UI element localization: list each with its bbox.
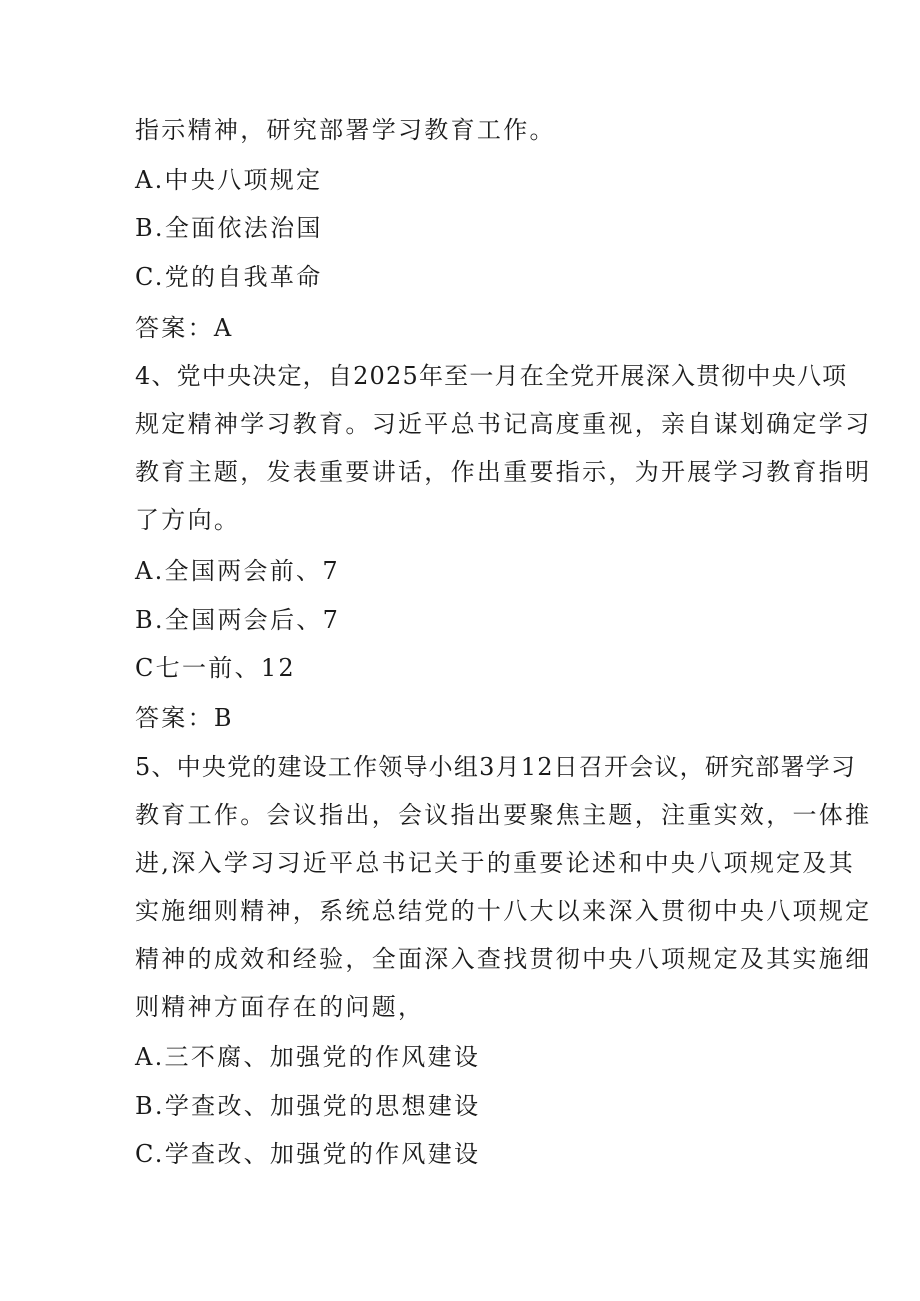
option-c: C七一前、12 [135, 654, 297, 682]
option-c: C.党的自我革命 [135, 263, 323, 291]
question-5-line: 进,深入学习习近平总书记关于的重要论述和中央八项规定及其 [135, 849, 856, 877]
question-4-line: 教育主题，发表重要讲话，作出重要指示，为开展学习教育指明 [135, 458, 872, 486]
option-b: B.学查改、加强党的思想建设 [135, 1092, 481, 1120]
option-b: B.全国两会后、7 [135, 606, 341, 634]
answer-line: 答案：A [135, 314, 234, 342]
question-5-line: 教育工作。会议指出，会议指出要聚焦主题，注重实效，一体推 [135, 801, 872, 829]
option-a: A.中央八项规定 [135, 166, 323, 194]
option-a: A.全国两会前、7 [135, 557, 340, 585]
option-b: B.全面依法治国 [135, 214, 323, 242]
text-line: 指示精神，研究部署学习教育工作。 [135, 116, 556, 144]
question-5-line: 5、中央党的建设工作领导小组3月12日召开会议，研究部署学习 [135, 753, 857, 781]
answer-line: 答案：B [135, 704, 234, 732]
question-4-line: 了方向。 [135, 506, 241, 534]
question-5-line: 实施细则精神，系统总结党的十八大以来深入贯彻中央八项规定 [135, 897, 872, 925]
question-5-line: 精神的成效和经验，全面深入查找贯彻中央八项规定及其实施细 [135, 945, 872, 973]
option-a: A.三不腐、加强党的作风建设 [135, 1043, 481, 1071]
question-4-line: 规定精神学习教育。习近平总书记高度重视，亲自谋划确定学习 [135, 410, 872, 438]
question-4-line: 4、党中央决定，自2025年至一月在全党开展深入贯彻中央八项 [135, 362, 848, 390]
option-c: C.学查改、加强党的作风建设 [135, 1140, 481, 1168]
question-5-line: 则精神方面存在的问题， [135, 993, 425, 1021]
